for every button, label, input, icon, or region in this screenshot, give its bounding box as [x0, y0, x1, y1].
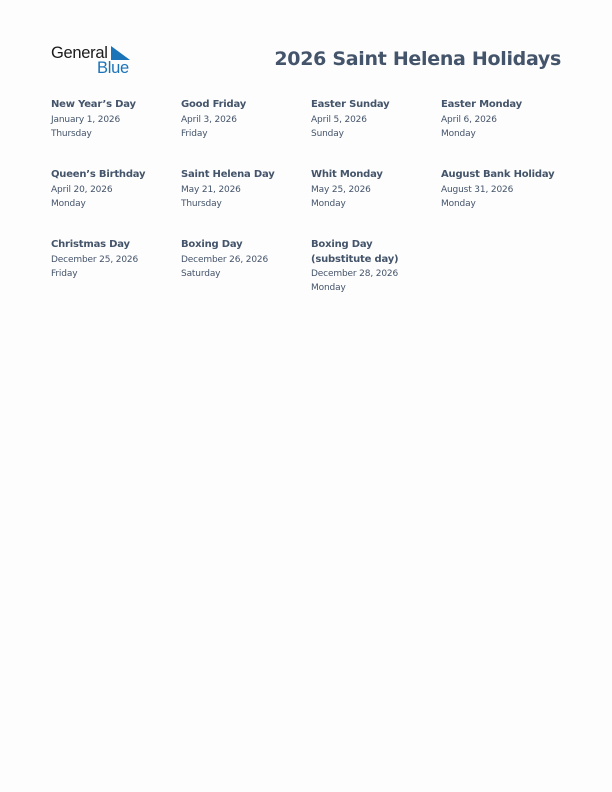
holiday-name: Good Friday [181, 99, 247, 110]
holiday-weekday: Monday [441, 128, 476, 139]
holiday-name: Easter Monday [441, 99, 522, 110]
holiday-weekday: Monday [311, 198, 346, 209]
holiday-item [441, 168, 565, 211]
holiday-date: May 25, 2026 [311, 184, 371, 195]
holiday-weekday: Thursday [51, 128, 92, 139]
holiday-weekday: Monday [311, 283, 346, 293]
logo-triangle-icon [111, 46, 130, 60]
holiday-item [311, 238, 429, 295]
holiday-item [311, 168, 435, 211]
holiday-date: December 25, 2026 [51, 254, 139, 265]
holiday-item [51, 168, 175, 211]
holiday-name: Easter Sunday [311, 99, 390, 110]
logo-blue-text: Blue [97, 59, 129, 77]
holiday-item [181, 98, 305, 141]
generalblue-logo [51, 44, 141, 78]
holiday-item [181, 238, 305, 281]
logo-general-text: General [51, 44, 108, 62]
holiday-weekday: Monday [441, 198, 476, 209]
holiday-name: Queen’s Birthday [51, 169, 146, 180]
holiday-name: New Year’s Day [51, 99, 136, 110]
holiday-name: August Bank Holiday [441, 169, 555, 180]
holiday-item [51, 238, 175, 281]
holiday-date: May 21, 2026 [181, 184, 241, 195]
page-title: 2026 Saint Helena Holidays [274, 48, 561, 70]
holiday-date: April 20, 2026 [51, 184, 113, 195]
holiday-weekday: Sunday [311, 128, 344, 139]
holiday-weekday: Thursday [181, 198, 222, 209]
holiday-item [181, 168, 305, 211]
holiday-name: Saint Helena Day [181, 169, 275, 180]
holiday-date: April 3, 2026 [181, 114, 237, 125]
holiday-date: December 28, 2026 [311, 269, 399, 279]
holiday-item [441, 98, 565, 141]
holiday-date: April 5, 2026 [311, 114, 367, 125]
holiday-date: December 26, 2026 [181, 254, 269, 265]
holiday-item [51, 98, 175, 141]
holiday-name: Boxing Day [181, 239, 243, 250]
holiday-weekday: Saturday [181, 268, 221, 279]
holiday-weekday: Friday [181, 128, 208, 139]
holiday-name: Christmas Day [51, 239, 130, 250]
holiday-name: Whit Monday [311, 169, 383, 180]
holiday-date: April 6, 2026 [441, 114, 497, 125]
holiday-weekday: Friday [51, 268, 78, 279]
holiday-weekday: Monday [51, 198, 86, 209]
holiday-date: January 1, 2026 [51, 114, 121, 125]
holiday-name: Boxing Day (substitute day) [311, 239, 399, 265]
holiday-item [311, 98, 435, 141]
holiday-date: August 31, 2026 [441, 184, 514, 195]
